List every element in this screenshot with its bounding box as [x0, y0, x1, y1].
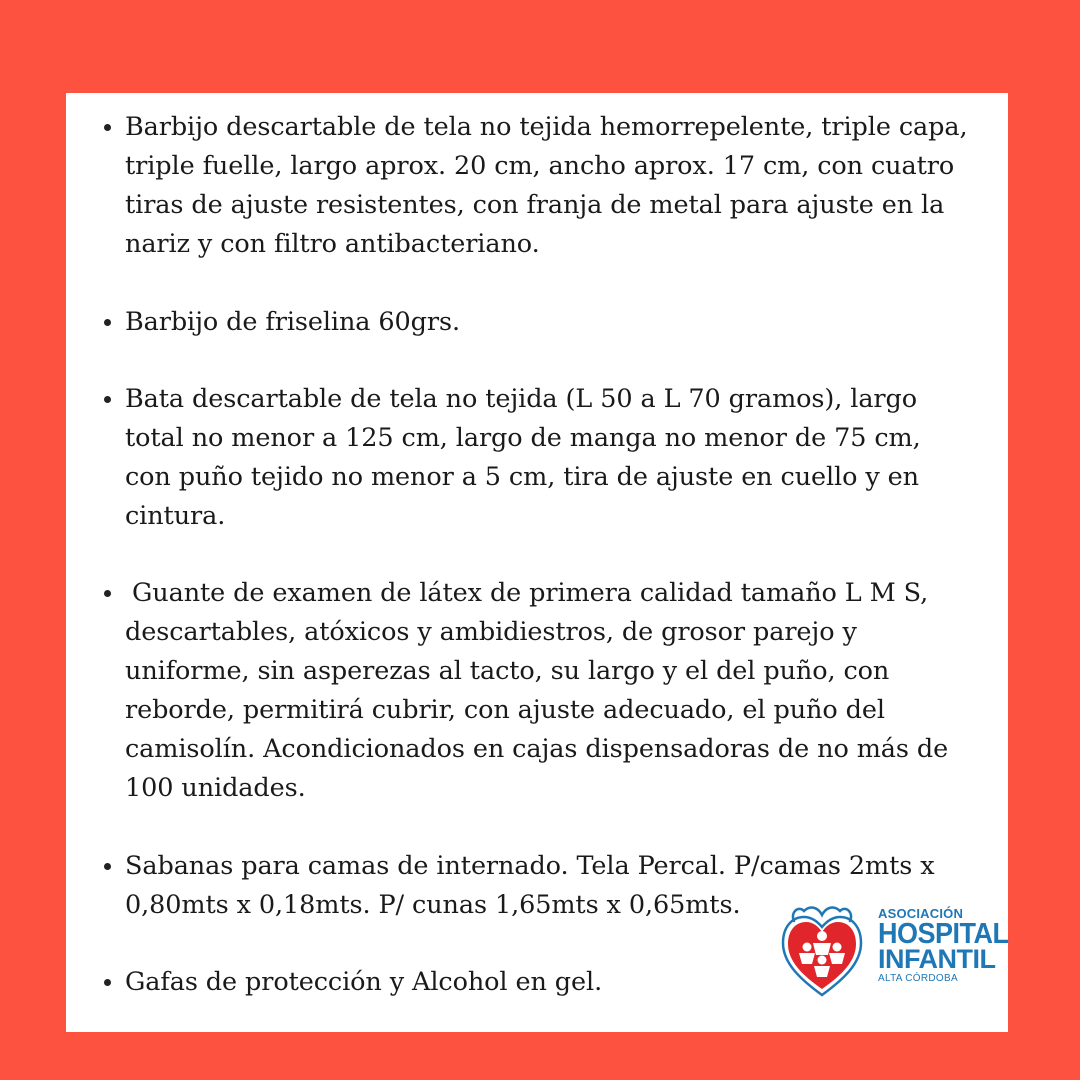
heart-children-icon [780, 903, 864, 1000]
supply-list [66, 93, 1008, 1032]
logo-text [878, 906, 1009, 985]
logo-line-alta-cordoba: ALTA CÓRDOBA [878, 973, 958, 984]
list-item-text: Gafas de protección y Alcohol en gel. [125, 967, 603, 997]
bullet-icon [104, 319, 111, 326]
list-item-text: Barbijo descartable de tela no tejida hemorrepelente, triple capa, triple fuelle, largo aprox. 20 cm, ancho aprox. 17 cm, con cuatro tiras de ajuste resistentes, con franja de metal para ajuste en la nariz y con filtro antibacteriano. [125, 112, 968, 259]
list-item [66, 108, 966, 264]
logo-line-infantil: INFANTIL [878, 944, 996, 974]
bullet-icon [104, 590, 111, 597]
list-item [66, 303, 966, 342]
bullet-icon [104, 396, 111, 403]
list-item-text: Barbijo de friselina 60grs. [125, 307, 460, 337]
logo-line-hospital: HOSPITAL [878, 917, 1009, 950]
logo-line-asociacion: ASOCIACIÓN [878, 906, 964, 921]
list-item [66, 380, 966, 536]
bullet-icon [104, 979, 111, 986]
list-item-text: Bata descartable de tela no tejida (L 50 a L 70 gramos), largo total no menor a 125 cm, largo de manga no menor de 75 cm, con puño tejido no menor a 5 cm, tira de ajuste en cuello y en cintura. [125, 384, 921, 531]
hospital-logo [780, 903, 1009, 1003]
bullet-icon [104, 863, 111, 870]
list-item [66, 574, 966, 808]
list-item-text: Sabanas para camas de internado. Tela Percal. P/camas 2mts x 0,80mts x 0,18mts. P/ cunas 1,65mts x 0,65mts. [125, 851, 935, 920]
list-item-text: Guante de examen de látex de primera calidad tamaño L M S, descartables, atóxicos y ambidiestros, de grosor parejo y uniforme, sin asperezas al tacto, su largo y el del puño, con reborde, permitirá cubrir, con ajuste adecuado, el puño del camisolín. Acondicionados en cajas dispensadoras de no más de 100 unidades. [125, 578, 949, 803]
content-card [66, 93, 1008, 1032]
bullet-icon [104, 124, 111, 131]
